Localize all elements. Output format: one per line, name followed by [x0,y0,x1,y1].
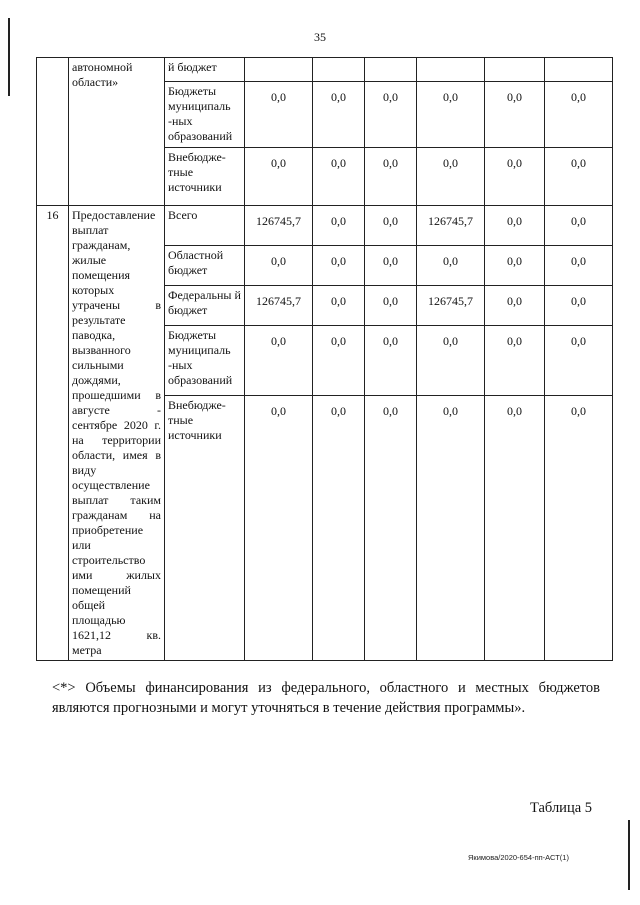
value-cell: 0,0 [417,396,485,661]
page-number: 35 [314,30,326,44]
value-cell: 0,0 [365,206,417,246]
value-cell: 0,0 [365,286,417,326]
value-cell: 0,0 [545,246,613,286]
value-cell [365,58,417,82]
value-cell: 0,0 [365,396,417,661]
value-cell: 0,0 [545,206,613,246]
value-cell: 0,0 [485,246,545,286]
value-cell: 0,0 [313,396,365,661]
value-cell: 126745,7 [417,286,485,326]
value-cell: 0,0 [365,148,417,206]
value-cell: 0,0 [365,246,417,286]
value-cell: 0,0 [545,326,613,396]
value-cell: 0,0 [417,246,485,286]
value-cell: 126745,7 [245,286,313,326]
value-cell: 0,0 [485,326,545,396]
value-cell: 0,0 [417,82,485,148]
table-row [37,58,613,82]
value-cell: 0,0 [245,326,313,396]
source-cell: Федеральны й бюджет [165,286,245,326]
value-cell [417,58,485,82]
value-cell: 0,0 [245,396,313,661]
value-cell: 126745,7 [417,206,485,246]
value-cell: 0,0 [545,82,613,148]
document-stamp: Якимова/2020-654-пп-АСТ(1) [468,853,569,862]
value-cell: 0,0 [365,82,417,148]
source-cell: й бюджет [165,58,245,82]
row-description: Предоставление выплат гражданам, жилые помещения которых утрачены в результате паводка, вызванного сильными дождями, прошедшими в августе - сентябре 2020 г. на территории области, имея в виду осуществление выплат таким гражданам на приобретение или строительство ими жилых помещений общей площадью 1621,12 кв. метра [69,206,165,661]
value-cell: 0,0 [245,246,313,286]
value-cell [313,58,365,82]
value-cell: 0,0 [245,82,313,148]
table-row [37,206,613,246]
value-cell: 0,0 [485,286,545,326]
value-cell: 0,0 [545,148,613,206]
value-cell [545,58,613,82]
value-cell: 0,0 [485,148,545,206]
source-cell: Бюджеты муниципаль -ных образований [165,82,245,148]
source-cell: Внебюдже-тные источники [165,148,245,206]
value-cell: 0,0 [485,82,545,148]
value-cell: 0,0 [313,246,365,286]
value-cell: 0,0 [245,148,313,206]
source-cell: Областной бюджет [165,246,245,286]
table-label: Таблица 5 [530,800,593,816]
value-cell: 0,0 [313,206,365,246]
value-cell [245,58,313,82]
source-cell: Внебюдже-тные источники [165,396,245,661]
row-number: 16 [37,206,69,661]
scan-edge-line [628,820,630,890]
value-cell: 0,0 [417,326,485,396]
continued-rows [37,58,613,206]
value-cell: 0,0 [365,326,417,396]
value-cell: 0,0 [313,326,365,396]
value-cell [485,58,545,82]
value-cell: 0,0 [313,286,365,326]
value-cell: 0,0 [313,148,365,206]
financing-table [36,57,613,661]
value-cell: 0,0 [485,396,545,661]
value-cell: 0,0 [313,82,365,148]
value-cell: 0,0 [545,286,613,326]
number-cell [37,58,69,206]
value-cell: 0,0 [545,396,613,661]
value-cell: 0,0 [485,206,545,246]
row-16 [37,206,613,661]
value-cell: 126745,7 [245,206,313,246]
source-cell: Всего [165,206,245,246]
source-cell: Бюджеты муниципаль -ных образований [165,326,245,396]
item-label: автономной области» [69,58,165,206]
footnote: <*> Объемы финансирования из федерального, областного и местных бюджетов являются прогнозными и могут уточняться в течение действия программы». [52,680,600,716]
value-cell: 0,0 [417,148,485,206]
